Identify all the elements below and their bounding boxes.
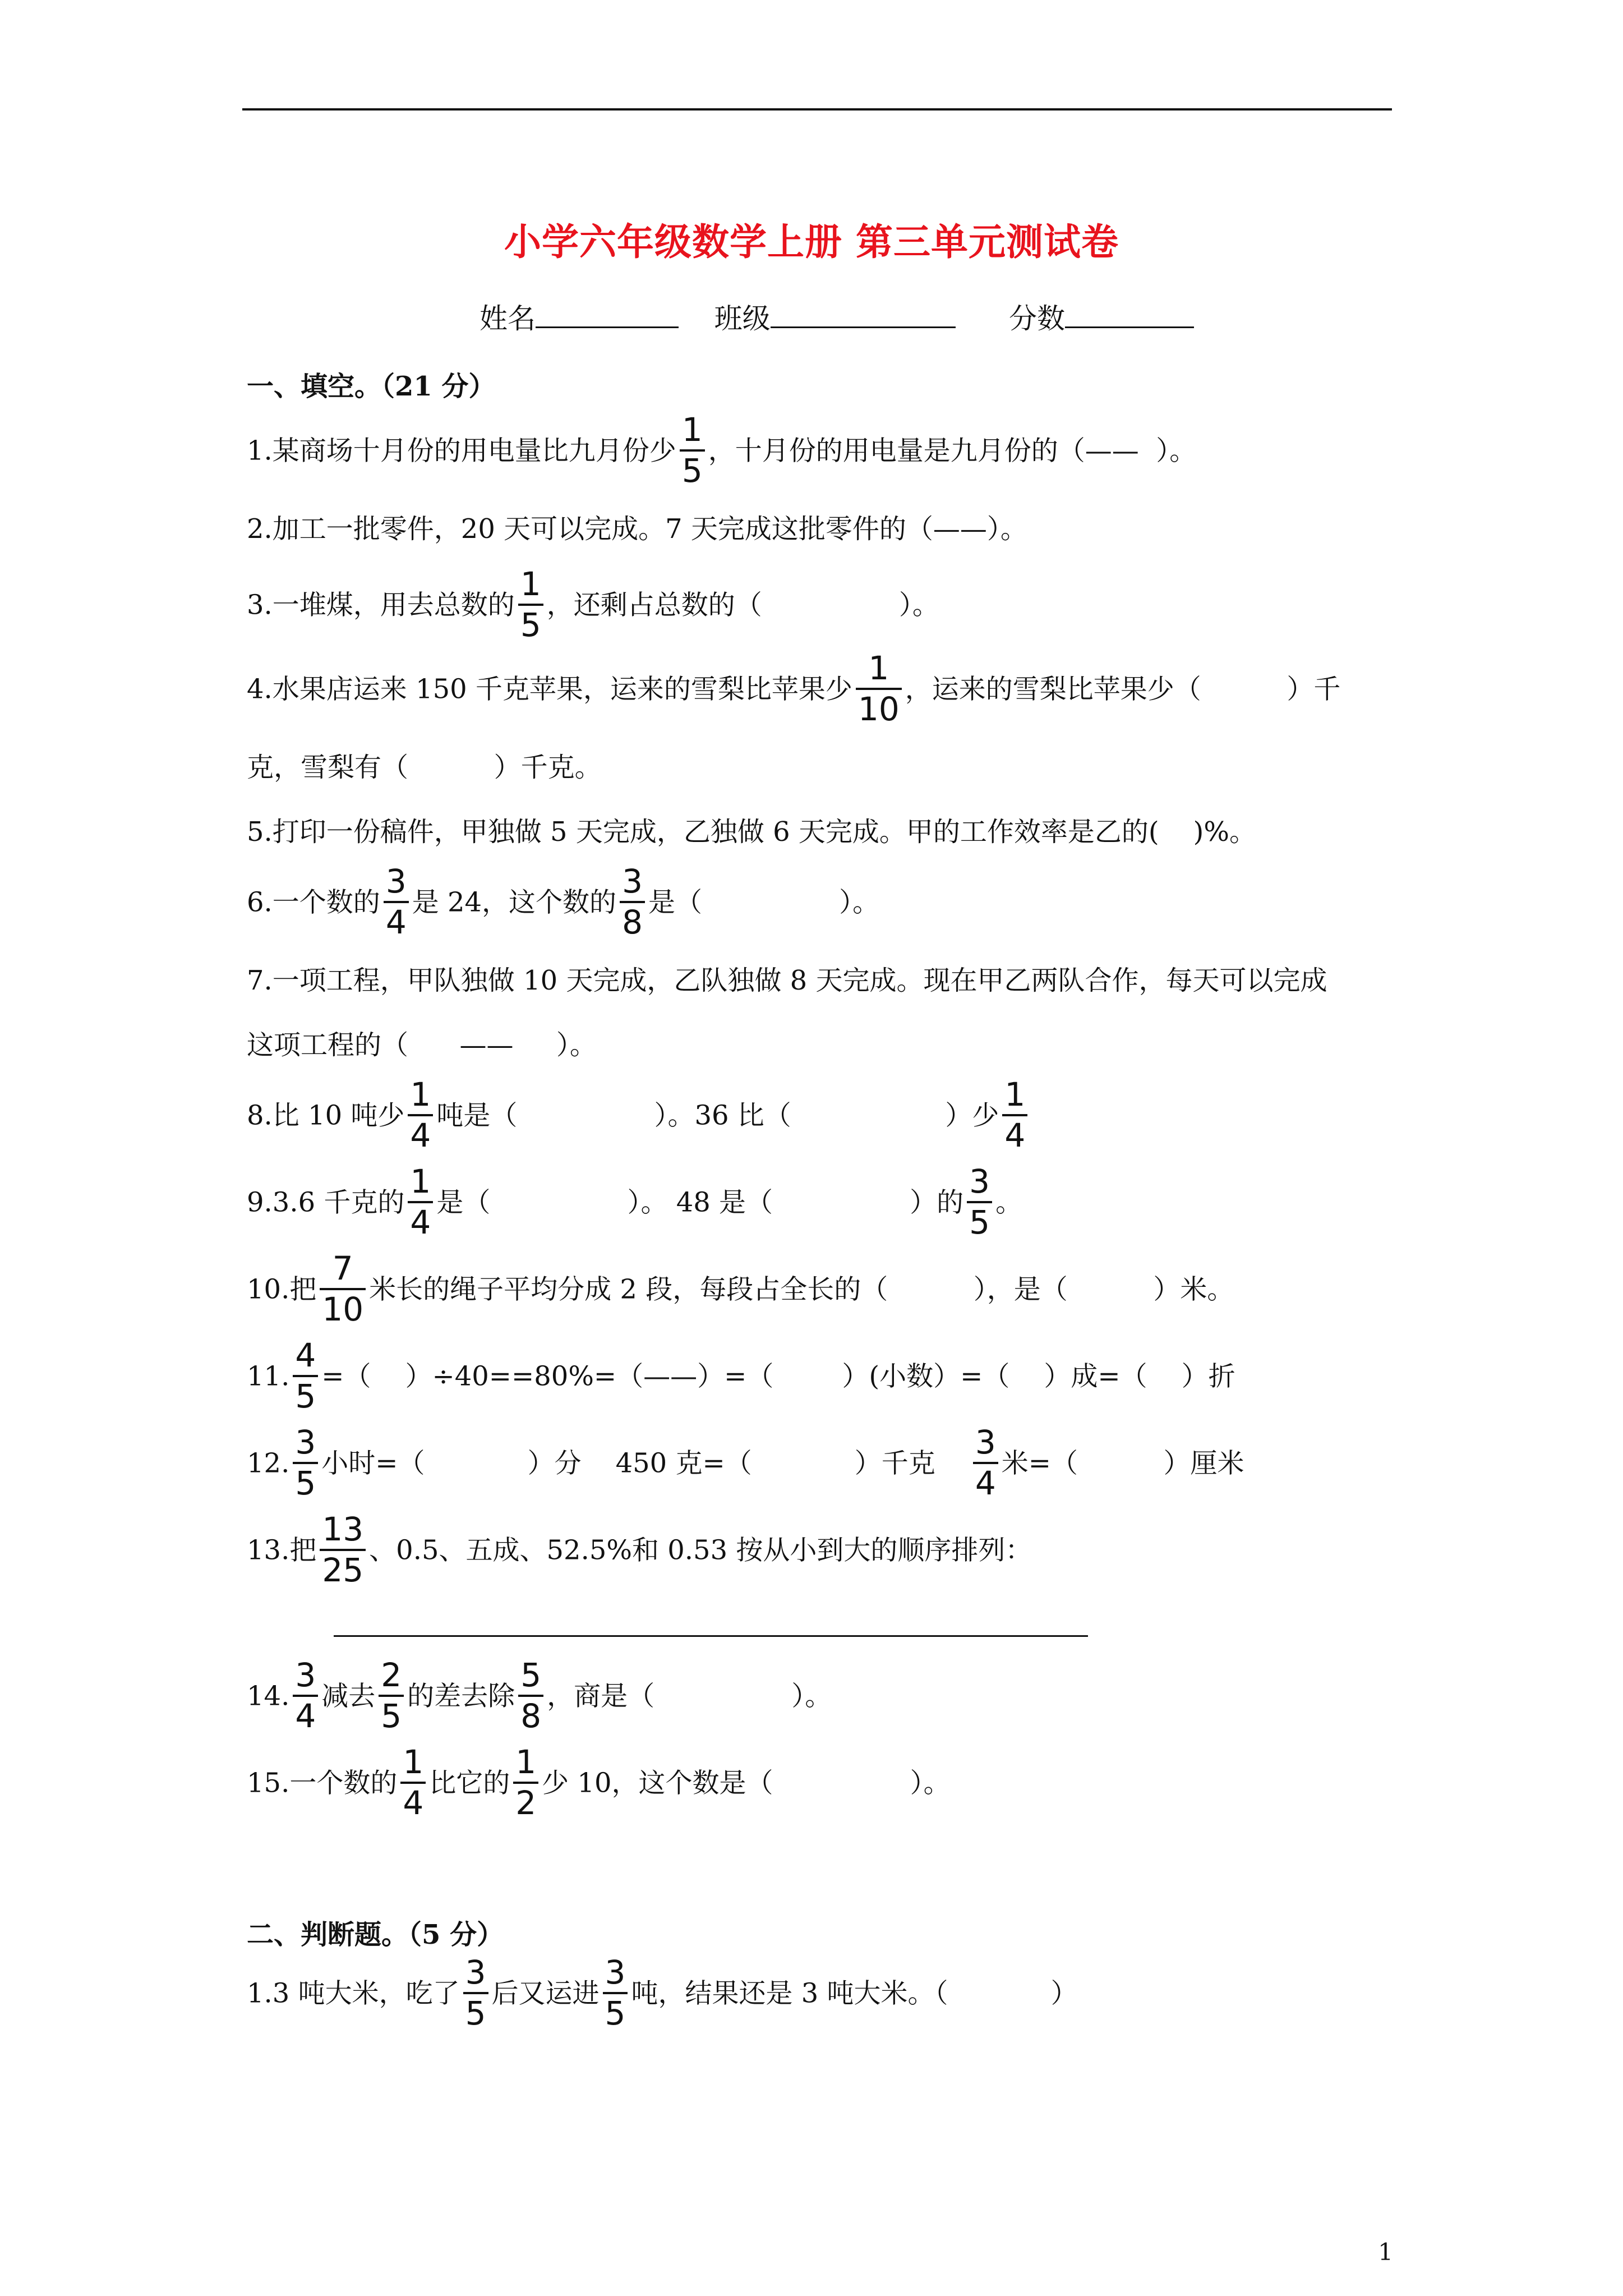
question-1-7: 7.一项工程，甲队独做 10 天完成，乙队独做 8 天完成。现在甲乙两队合作，每天可以完成 <box>247 965 1327 996</box>
fraction: $\frac{5}{8}$ <box>518 1658 543 1733</box>
header-rule <box>242 108 1392 111</box>
question-1-10: 10.把 $\frac{7}{10}$ 米长的绳子平均分成 2 段，每段占全长的（ ），是（ ）米。 <box>247 1249 1234 1328</box>
fraction: $\frac{3}{4}$ <box>293 1658 318 1733</box>
fraction: $\frac{1}{5}$ <box>680 413 705 488</box>
question-1-8: 8.比 10 吨少 $\frac{1}{4}$ 吨是（ ）。36 比（ ）少 $\frac{1}{4}$ <box>247 1080 1031 1155</box>
fraction: $\frac{3}{4}$ <box>384 864 409 940</box>
section-1-title: 一、填空。（21 分） <box>247 371 496 402</box>
fraction: $\frac{1}{4}$ <box>408 1165 433 1240</box>
fraction: $\frac{3}{5}$ <box>967 1165 992 1240</box>
fraction: $\frac{13}{25}$ <box>320 1512 366 1588</box>
class-blank <box>771 298 956 328</box>
page-number: 1 <box>1378 2238 1393 2266</box>
section-2-title: 二、判断题。（5 分） <box>247 1919 504 1950</box>
fraction: $\frac{1}{4}$ <box>408 1078 433 1153</box>
class-label: 班级 <box>714 302 771 335</box>
fraction: $\frac{1}{2}$ <box>513 1745 538 1820</box>
fraction: $\frac{3}{5}$ <box>463 1955 488 2031</box>
answer-line <box>334 1635 1088 1637</box>
fraction: $\frac{3}{5}$ <box>293 1425 318 1501</box>
question-1-15: 15.一个数的 $\frac{1}{4}$ 比它的 $\frac{1}{2}$ 少 10，这个数是（ ）。 <box>247 1743 951 1822</box>
question-1-5: 5.打印一份稿件，甲独做 5 天完成，乙独做 6 天完成。甲的工作效率是乙的( )%。 <box>247 816 1257 848</box>
question-1-3: 3.一堆煤，用去总数的 $\frac{1}{5}$ ，还剩占总数的（ ）。 <box>247 565 939 644</box>
name-blank <box>536 298 679 328</box>
fraction: $\frac{1}{4}$ <box>400 1745 426 1820</box>
question-1-9: 9.3.6 千克的 $\frac{1}{4}$ 是（ ）。 48 是（ ）的 $\frac{3}{5}$ 。 <box>247 1162 1023 1241</box>
question-1-7-continued: 这项工程的（ —— ）。 <box>247 1029 597 1061</box>
question-1-2: 2.加工一批零件，20 天可以完成。7 天完成这批零件的（——）。 <box>247 513 1027 545</box>
score-label: 分数 <box>1008 302 1065 335</box>
question-1-4: 4.水果店运来 150 千克苹果，运来的雪梨比苹果少 $\frac{1}{10}$ ，运来的雪梨比苹果少（ ）千 <box>247 649 1341 728</box>
fraction: $\frac{2}{5}$ <box>379 1658 404 1733</box>
fraction: $\frac{3}{4}$ <box>973 1425 998 1501</box>
fraction: $\frac{7}{10}$ <box>320 1251 366 1327</box>
fraction: $\frac{1}{10}$ <box>856 651 902 726</box>
score-blank <box>1065 298 1194 328</box>
question-1-13: 13.把 $\frac{13}{25}$ 、0.5、五成、52.5%和 0.53 按从小到大的顺序排列： <box>247 1510 1032 1589</box>
question-1-14: 14. $\frac{3}{4}$ 减去 $\frac{2}{5}$ 的差去除 $\frac{5}{8}$ ，商是（ ）。 <box>247 1656 832 1735</box>
page-title: 小学六年级数学上册 第三单元测试卷 <box>504 220 1119 264</box>
student-info-row <box>479 296 1194 337</box>
question-1-6: 6.一个数的 $\frac{3}{4}$ 是 24，这个数的 $\frac{3}{8}$ 是（ ）。 <box>247 862 880 941</box>
fraction: $\frac{1}{4}$ <box>1002 1078 1027 1153</box>
name-label: 姓名 <box>479 302 536 335</box>
question-1-1: 1.某商场十月份的用电量比九月份少 $\frac{1}{5}$ ，十月份的用电量是九月份的（—— ）。 <box>247 411 1197 490</box>
fraction: $\frac{4}{5}$ <box>293 1338 318 1414</box>
question-2-1: 1.3 吨大米，吃了 $\frac{3}{5}$ 后又运进 $\frac{3}{5}$ 吨，结果还是 3 吨大米。（ ） <box>247 1953 1078 2032</box>
question-1-12: 12. $\frac{3}{5}$ 小时=（ ）分 450 克=（ ）千克 $\frac{3}{4}$ 米=（ ）厘米 <box>247 1423 1244 1502</box>
fraction: $\frac{3}{5}$ <box>603 1955 628 2031</box>
fraction: $\frac{3}{8}$ <box>620 864 645 940</box>
question-1-4-continued: 克，雪梨有（ ）千克。 <box>247 752 602 783</box>
question-1-11: 11. $\frac{4}{5}$ =（ ）÷40==80%=（——）=（ ）(小数）=（ ）成=（ ）折 <box>247 1336 1235 1415</box>
fraction: $\frac{1}{5}$ <box>518 567 543 642</box>
